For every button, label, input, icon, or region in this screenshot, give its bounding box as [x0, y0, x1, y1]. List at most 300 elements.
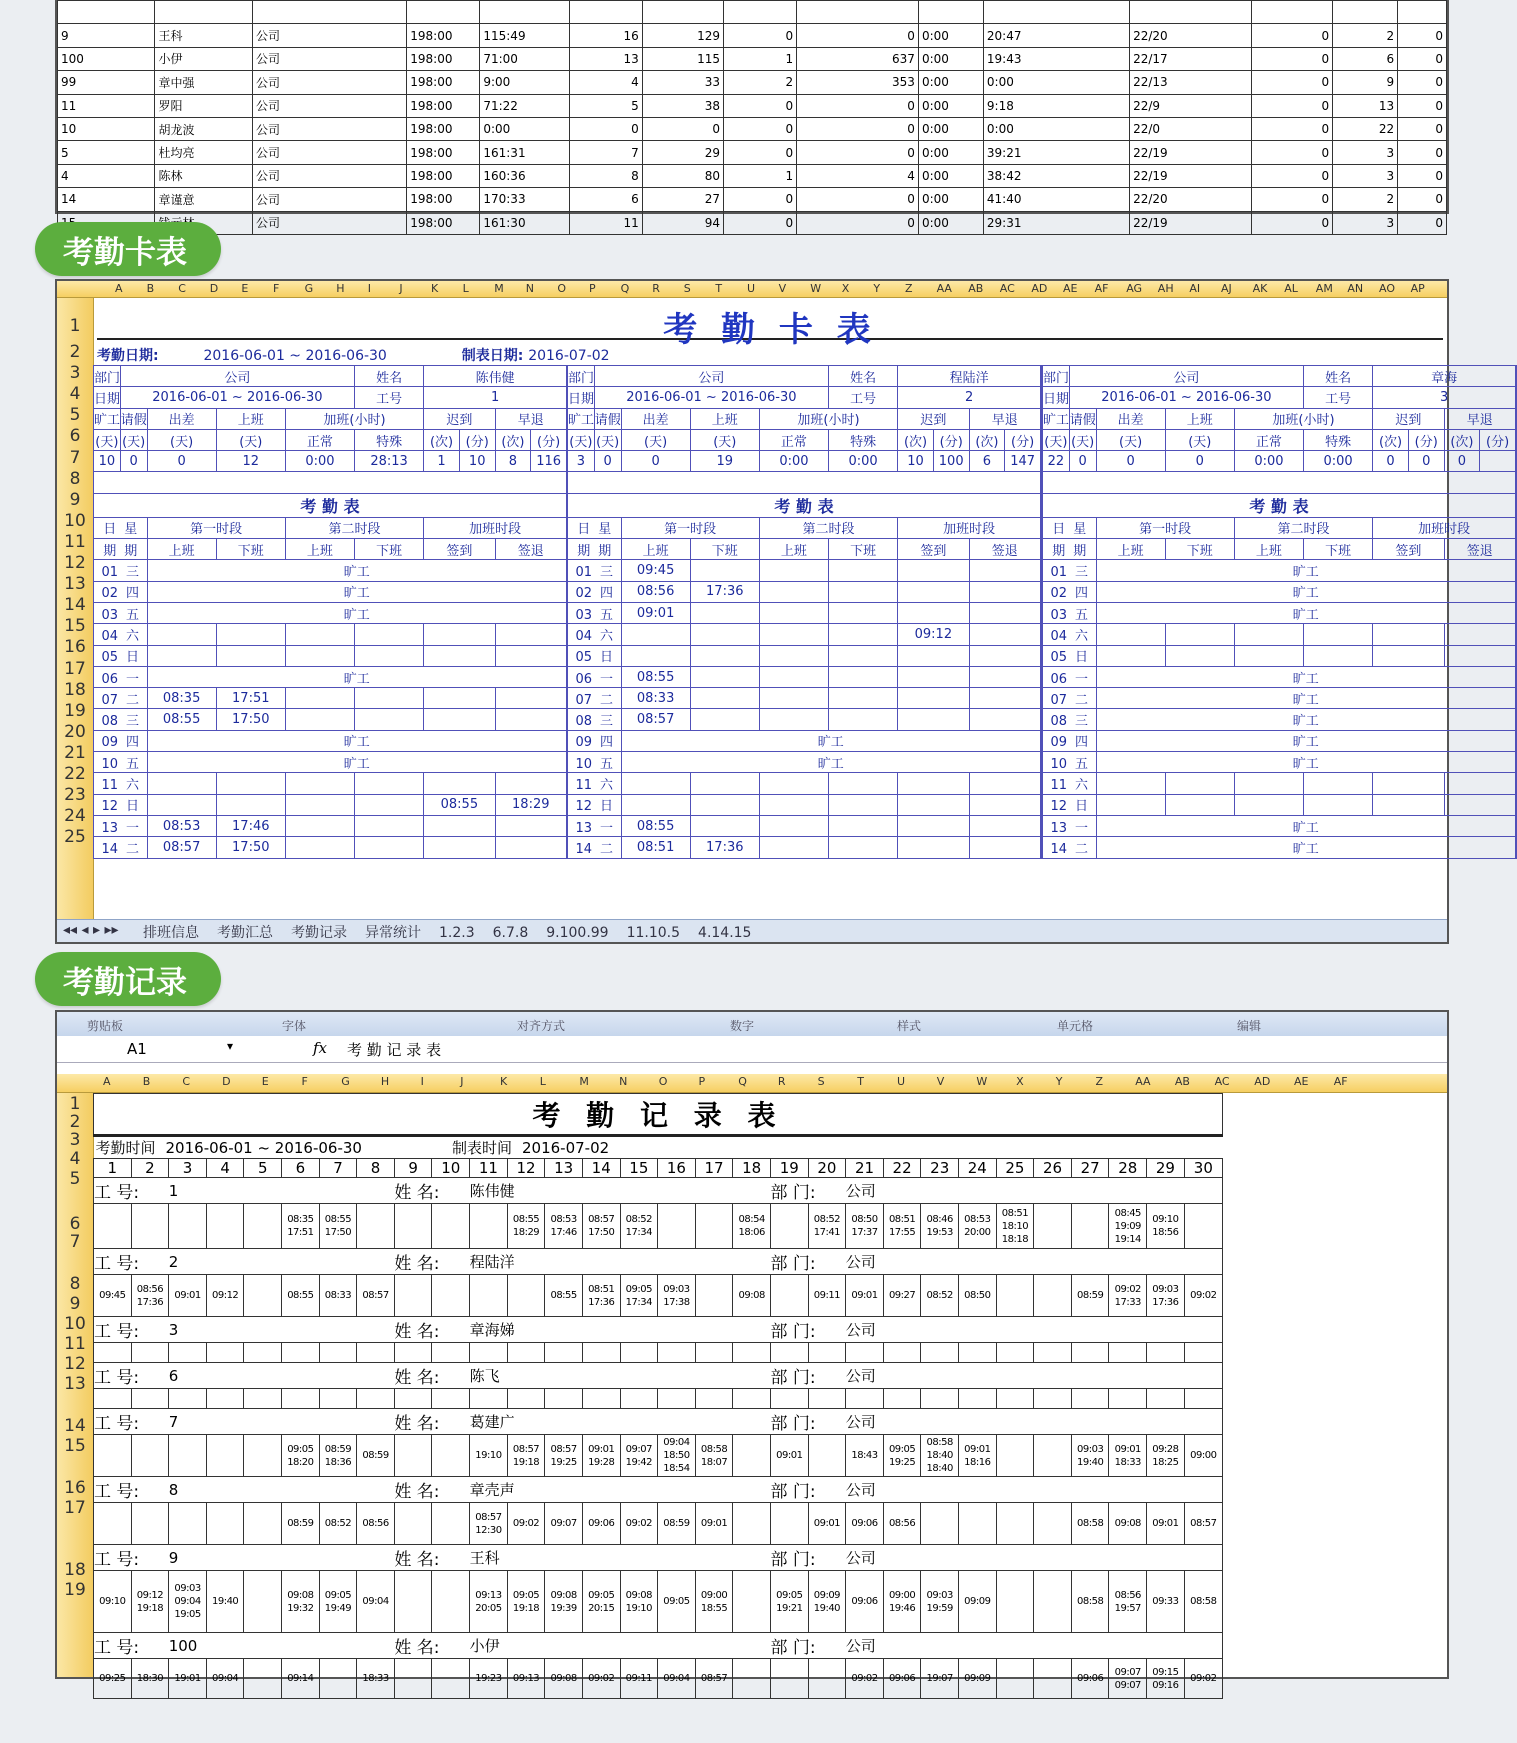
- table-cell[interactable]: 160:36: [480, 164, 569, 187]
- punch-cell[interactable]: 09:11: [808, 1275, 846, 1317]
- punch-cell[interactable]: 09:01 18:33: [1109, 1435, 1147, 1477]
- punch-cell[interactable]: 09:05 19:49: [319, 1571, 357, 1633]
- table-cell[interactable]: 198:00: [407, 24, 480, 47]
- time-cell[interactable]: [355, 794, 424, 815]
- punch-cell[interactable]: [883, 1389, 921, 1409]
- time-cell[interactable]: 08:56: [621, 581, 690, 602]
- table-cell[interactable]: 22/19: [1130, 211, 1252, 234]
- absent-cell[interactable]: 旷工: [147, 752, 566, 773]
- time-cell[interactable]: 17:51: [216, 688, 285, 709]
- time-cell[interactable]: [424, 624, 495, 645]
- table-cell[interactable]: 22/19: [1130, 164, 1252, 187]
- id-value[interactable]: 8: [169, 1477, 395, 1503]
- punch-cell[interactable]: [1071, 1204, 1109, 1249]
- column-letter[interactable]: AG: [1126, 282, 1143, 295]
- punch-cell[interactable]: 09:08 19:10: [620, 1571, 658, 1633]
- column-letter[interactable]: X: [1016, 1075, 1024, 1088]
- punch-cell[interactable]: 09:09: [959, 1659, 997, 1699]
- punch-cell[interactable]: [959, 1503, 997, 1545]
- id-value[interactable]: 3: [169, 1317, 395, 1343]
- table-cell[interactable]: 0:00: [918, 141, 983, 164]
- table-cell[interactable]: 71:00: [480, 47, 569, 70]
- dept-value[interactable]: 公司: [846, 1633, 1223, 1659]
- row-number[interactable]: 14: [64, 595, 86, 616]
- row-number[interactable]: 20: [64, 721, 86, 742]
- table-cell[interactable]: 0: [1398, 71, 1447, 94]
- column-letter[interactable]: O: [557, 282, 567, 295]
- column-letter[interactable]: AA: [936, 282, 952, 295]
- time-cell[interactable]: [1096, 794, 1165, 815]
- time-cell[interactable]: [690, 666, 759, 687]
- table-cell[interactable]: 161:31: [480, 141, 569, 164]
- table-cell[interactable]: 0: [1398, 94, 1447, 117]
- id-value[interactable]: 9: [169, 1545, 395, 1571]
- column-letter[interactable]: W: [976, 1075, 988, 1088]
- table-cell[interactable]: 4: [569, 71, 642, 94]
- column-letter[interactable]: V: [778, 282, 787, 295]
- stat-value[interactable]: 12: [216, 451, 285, 472]
- row-number[interactable]: 14: [64, 1416, 86, 1436]
- punch-cell[interactable]: 08:53 17:46: [545, 1204, 583, 1249]
- time-cell[interactable]: [285, 688, 354, 709]
- punch-cell[interactable]: [169, 1343, 207, 1363]
- punch-cell[interactable]: [582, 1343, 620, 1363]
- stat-value[interactable]: 8: [495, 451, 531, 472]
- time-cell[interactable]: [285, 709, 354, 730]
- time-cell[interactable]: [829, 815, 898, 836]
- column-letter[interactable]: I: [420, 1075, 424, 1088]
- table-cell[interactable]: 637: [797, 47, 919, 70]
- table-cell[interactable]: 11: [58, 94, 155, 117]
- punch-cell[interactable]: 08:57: [357, 1275, 395, 1317]
- punch-cell[interactable]: 08:57 19:18: [507, 1435, 545, 1477]
- punch-cell[interactable]: [1071, 1389, 1109, 1409]
- punch-cell[interactable]: [432, 1659, 470, 1699]
- punch-cell[interactable]: [470, 1389, 508, 1409]
- name-value[interactable]: 陈飞: [470, 1363, 771, 1389]
- punch-cell[interactable]: 08:55: [545, 1275, 583, 1317]
- punch-cell[interactable]: 08:51 17:55: [883, 1204, 921, 1249]
- table-cell[interactable]: 170:33: [480, 188, 569, 211]
- time-cell[interactable]: [829, 773, 898, 794]
- name-value[interactable]: 小伊: [470, 1633, 771, 1659]
- column-letter[interactable]: AB: [1174, 1075, 1190, 1088]
- punch-cell[interactable]: 09:13: [507, 1659, 545, 1699]
- column-letter[interactable]: M: [494, 282, 504, 295]
- punch-cell[interactable]: 08:57 12:30: [470, 1503, 508, 1545]
- column-letter[interactable]: A: [115, 282, 123, 295]
- time-cell[interactable]: [147, 645, 216, 666]
- column-letter[interactable]: M: [579, 1075, 589, 1088]
- row-number[interactable]: 17: [64, 1498, 86, 1518]
- row-number[interactable]: 13: [64, 1374, 86, 1394]
- punch-cell[interactable]: 09:02: [1184, 1659, 1222, 1699]
- row-number[interactable]: 5: [69, 405, 81, 426]
- time-cell[interactable]: [759, 773, 828, 794]
- punch-cell[interactable]: 08:53 20:00: [959, 1204, 997, 1249]
- name-value[interactable]: 陈伟健: [470, 1178, 771, 1204]
- punch-cell[interactable]: 08:46 19:53: [921, 1204, 959, 1249]
- punch-cell[interactable]: 08:45 19:09 19:14: [1109, 1204, 1147, 1249]
- time-cell[interactable]: [969, 773, 1040, 794]
- table-cell[interactable]: 19:43: [983, 47, 1129, 70]
- table-cell[interactable]: 罗阳: [155, 94, 252, 117]
- punch-cell[interactable]: [244, 1435, 282, 1477]
- column-letter[interactable]: AK: [1252, 282, 1268, 295]
- stat-value[interactable]: 0: [594, 451, 621, 472]
- table-cell[interactable]: 0: [797, 24, 919, 47]
- stat-value[interactable]: 100: [933, 451, 969, 472]
- column-letter[interactable]: E: [241, 282, 249, 295]
- dept-value[interactable]: 公司: [846, 1249, 1223, 1275]
- column-letter[interactable]: AE: [1294, 1075, 1309, 1088]
- punch-cell[interactable]: [357, 1389, 395, 1409]
- punch-cell[interactable]: 08:52: [319, 1503, 357, 1545]
- stat-value[interactable]: [1480, 451, 1516, 472]
- punch-cell[interactable]: 09:33: [1147, 1571, 1185, 1633]
- table-cell[interactable]: 1: [724, 47, 797, 70]
- time-cell[interactable]: [759, 560, 828, 581]
- punch-cell[interactable]: [1184, 1389, 1222, 1409]
- time-cell[interactable]: [1304, 773, 1373, 794]
- punch-cell[interactable]: [1071, 1343, 1109, 1363]
- punch-cell[interactable]: [206, 1435, 244, 1477]
- absent-cell[interactable]: 旷工: [1096, 602, 1515, 623]
- time-cell[interactable]: [690, 624, 759, 645]
- time-cell[interactable]: 09:01: [621, 602, 690, 623]
- punch-cell[interactable]: [808, 1659, 846, 1699]
- punch-cell[interactable]: 09:06: [582, 1503, 620, 1545]
- punch-cell[interactable]: 08:59: [1071, 1275, 1109, 1317]
- time-cell[interactable]: 08:55: [621, 815, 690, 836]
- time-cell[interactable]: 08:35: [147, 688, 216, 709]
- time-cell[interactable]: [355, 815, 424, 836]
- table-cell[interactable]: 0: [797, 141, 919, 164]
- punch-cell[interactable]: 09:02: [1184, 1275, 1222, 1317]
- column-letter[interactable]: AH: [1157, 282, 1174, 295]
- row-number[interactable]: 1: [69, 316, 81, 336]
- column-letter[interactable]: G: [341, 1075, 350, 1088]
- column-letter[interactable]: AB: [968, 282, 984, 295]
- table-cell[interactable]: 0: [1251, 211, 1332, 234]
- punch-cell[interactable]: [169, 1503, 207, 1545]
- punch-cell[interactable]: 08:56 19:57: [1109, 1571, 1147, 1633]
- table-cell[interactable]: 80: [642, 164, 723, 187]
- time-cell[interactable]: [759, 815, 828, 836]
- punch-cell[interactable]: [432, 1204, 470, 1249]
- table-cell[interactable]: 0:00: [918, 47, 983, 70]
- row-number[interactable]: 11: [64, 531, 86, 552]
- time-cell[interactable]: 08:55: [147, 709, 216, 730]
- time-cell[interactable]: [355, 773, 424, 794]
- fx-icon[interactable]: fx: [313, 1039, 328, 1057]
- punch-cell[interactable]: [770, 1275, 808, 1317]
- time-cell[interactable]: [690, 602, 759, 623]
- stat-value[interactable]: 116: [531, 451, 567, 472]
- punch-cell[interactable]: 09:00 18:55: [695, 1571, 733, 1633]
- time-cell[interactable]: [690, 709, 759, 730]
- id-value[interactable]: 7: [169, 1409, 395, 1435]
- table-cell[interactable]: 115: [642, 47, 723, 70]
- stat-value[interactable]: 6: [969, 451, 1005, 472]
- sheet-tab[interactable]: 4.14.15: [698, 925, 752, 941]
- time-cell[interactable]: [829, 581, 898, 602]
- punch-cell[interactable]: [244, 1503, 282, 1545]
- time-cell[interactable]: 08:55: [424, 794, 495, 815]
- table-cell[interactable]: 0:00: [918, 188, 983, 211]
- id-value[interactable]: 1: [424, 387, 567, 408]
- tab-nav-icon[interactable]: ◂◂ ◂ ▸ ▸▸: [63, 922, 119, 938]
- table-cell[interactable]: 22/13: [1130, 71, 1252, 94]
- time-cell[interactable]: [969, 624, 1040, 645]
- table-cell[interactable]: 22/20: [1130, 188, 1252, 211]
- time-cell[interactable]: [621, 645, 690, 666]
- punch-cell[interactable]: [996, 1343, 1034, 1363]
- punch-cell[interactable]: 08:50 17:37: [846, 1204, 884, 1249]
- punch-cell[interactable]: [959, 1389, 997, 1409]
- column-letter[interactable]: AF: [1094, 282, 1109, 295]
- time-cell[interactable]: 17:36: [690, 581, 759, 602]
- punch-cell[interactable]: [319, 1389, 357, 1409]
- punch-cell[interactable]: 09:12 19:18: [131, 1571, 169, 1633]
- column-letter[interactable]: V: [936, 1075, 945, 1088]
- column-letter[interactable]: X: [841, 282, 850, 295]
- time-cell[interactable]: [829, 709, 898, 730]
- table-cell[interactable]: 0:00: [918, 211, 983, 234]
- name-value[interactable]: 陈伟健: [424, 366, 567, 387]
- punch-cell[interactable]: 09:02: [846, 1659, 884, 1699]
- punch-cell[interactable]: [770, 1204, 808, 1249]
- column-letter[interactable]: Z: [1095, 1075, 1104, 1088]
- table-cell[interactable]: 9:18: [983, 94, 1129, 117]
- ribbon-group-label[interactable]: 编辑: [1237, 1019, 1262, 1033]
- dept-value[interactable]: 公司: [594, 366, 828, 387]
- punch-cell[interactable]: 09:05 17:34: [620, 1275, 658, 1317]
- column-letter[interactable]: Y: [1055, 1075, 1063, 1088]
- stat-value[interactable]: 0: [120, 451, 147, 472]
- time-cell[interactable]: [1165, 773, 1234, 794]
- punch-cell[interactable]: [1147, 1343, 1185, 1363]
- punch-cell[interactable]: [131, 1503, 169, 1545]
- punch-cell[interactable]: 09:03 19:59: [921, 1571, 959, 1633]
- table-cell[interactable]: 公司: [252, 94, 406, 117]
- table-cell[interactable]: 9: [1333, 71, 1398, 94]
- time-cell[interactable]: [424, 815, 495, 836]
- column-letter[interactable]: N: [619, 1075, 628, 1088]
- time-cell[interactable]: [898, 837, 969, 858]
- table-cell[interactable]: 1: [724, 164, 797, 187]
- time-cell[interactable]: [829, 688, 898, 709]
- punch-cell[interactable]: [770, 1343, 808, 1363]
- table-cell[interactable]: 38:42: [983, 164, 1129, 187]
- time-cell[interactable]: [355, 709, 424, 730]
- table-cell[interactable]: 0: [1251, 94, 1332, 117]
- punch-cell[interactable]: [695, 1389, 733, 1409]
- time-cell[interactable]: [285, 815, 354, 836]
- time-cell[interactable]: [759, 645, 828, 666]
- stat-value[interactable]: 0:00: [1234, 451, 1303, 472]
- punch-cell[interactable]: 18:43: [846, 1435, 884, 1477]
- punch-cell[interactable]: [94, 1343, 132, 1363]
- column-letter[interactable]: R: [777, 1075, 786, 1088]
- table-cell[interactable]: 41:40: [983, 188, 1129, 211]
- column-letter[interactable]: AC: [999, 282, 1015, 295]
- row-number[interactable]: 18: [64, 679, 86, 700]
- time-cell[interactable]: [690, 794, 759, 815]
- punch-cell[interactable]: 09:05 18:20: [282, 1435, 320, 1477]
- punch-cell[interactable]: [131, 1204, 169, 1249]
- punch-cell[interactable]: [1184, 1343, 1222, 1363]
- absent-cell[interactable]: 旷工: [147, 581, 566, 602]
- punch-cell[interactable]: 08:59: [282, 1503, 320, 1545]
- time-cell[interactable]: [759, 581, 828, 602]
- time-cell[interactable]: [969, 688, 1040, 709]
- row-number[interactable]: 4: [69, 384, 81, 405]
- time-cell[interactable]: 09:45: [621, 560, 690, 581]
- punch-cell[interactable]: [206, 1204, 244, 1249]
- column-letter[interactable]: T: [857, 1075, 865, 1088]
- absent-cell[interactable]: 旷工: [1096, 837, 1515, 858]
- time-cell[interactable]: [690, 688, 759, 709]
- punch-cell[interactable]: 09:01 19:28: [582, 1435, 620, 1477]
- stat-value[interactable]: 3: [568, 451, 595, 472]
- punch-cell[interactable]: [808, 1435, 846, 1477]
- table-cell[interactable]: 16: [569, 24, 642, 47]
- table-cell[interactable]: 杜均亮: [155, 141, 252, 164]
- time-cell[interactable]: [147, 794, 216, 815]
- row-number[interactable]: 23: [64, 785, 86, 806]
- punch-cell[interactable]: [658, 1343, 696, 1363]
- time-cell[interactable]: [969, 645, 1040, 666]
- sheet-tab[interactable]: 考勤汇总: [217, 925, 273, 941]
- punch-cell[interactable]: [394, 1503, 432, 1545]
- punch-cell[interactable]: [620, 1389, 658, 1409]
- punch-cell[interactable]: 08:56: [883, 1503, 921, 1545]
- punch-cell[interactable]: [432, 1571, 470, 1633]
- table-cell[interactable]: 0: [1398, 188, 1447, 211]
- table-cell[interactable]: 0: [724, 211, 797, 234]
- punch-cell[interactable]: [1109, 1389, 1147, 1409]
- row-number[interactable]: 21: [64, 742, 86, 763]
- sheet-tab[interactable]: 11.10.5: [626, 925, 681, 941]
- ribbon-group-label[interactable]: 对齐方式: [517, 1019, 566, 1033]
- row-number[interactable]: 10: [64, 1314, 86, 1334]
- punch-cell[interactable]: [733, 1343, 771, 1363]
- punch-cell[interactable]: 08:55: [282, 1275, 320, 1317]
- time-cell[interactable]: [759, 794, 828, 815]
- punch-cell[interactable]: [282, 1389, 320, 1409]
- punch-cell[interactable]: 09:01: [808, 1503, 846, 1545]
- table-cell[interactable]: 0:00: [983, 71, 1129, 94]
- punch-cell[interactable]: 08:56 17:36: [131, 1275, 169, 1317]
- column-letter[interactable]: AF: [1333, 1075, 1348, 1088]
- table-cell[interactable]: 公司: [252, 71, 406, 94]
- punch-cell[interactable]: [996, 1503, 1034, 1545]
- stat-value[interactable]: 0: [1444, 451, 1480, 472]
- time-cell[interactable]: 08:55: [621, 666, 690, 687]
- time-cell[interactable]: [1234, 794, 1303, 815]
- punch-cell[interactable]: [1034, 1571, 1072, 1633]
- time-cell[interactable]: 18:29: [495, 794, 566, 815]
- punch-cell[interactable]: [244, 1343, 282, 1363]
- time-cell[interactable]: [285, 773, 354, 794]
- punch-cell[interactable]: 09:01: [1147, 1503, 1185, 1545]
- time-cell[interactable]: [285, 837, 354, 858]
- punch-cell[interactable]: 09:09 19:40: [808, 1571, 846, 1633]
- column-letter[interactable]: B: [142, 1075, 151, 1088]
- punch-cell[interactable]: 09:00: [1184, 1435, 1222, 1477]
- absent-cell[interactable]: 旷工: [1096, 666, 1515, 687]
- time-cell[interactable]: [216, 773, 285, 794]
- punch-cell[interactable]: 08:59 18:36: [319, 1435, 357, 1477]
- table-cell[interactable]: 3: [1333, 164, 1398, 187]
- column-letter[interactable]: E: [261, 1075, 269, 1088]
- stat-value[interactable]: 0:00: [759, 451, 828, 472]
- punch-cell[interactable]: 09:05: [658, 1571, 696, 1633]
- table-cell[interactable]: 0: [1398, 117, 1447, 140]
- punch-cell[interactable]: [394, 1275, 432, 1317]
- table-cell[interactable]: 2: [1333, 188, 1398, 211]
- table-cell[interactable]: 0: [724, 141, 797, 164]
- time-cell[interactable]: [969, 581, 1040, 602]
- punch-cell[interactable]: 09:08 19:39: [545, 1571, 583, 1633]
- name-value[interactable]: 程陆洋: [898, 366, 1041, 387]
- table-cell[interactable]: 0:00: [480, 117, 569, 140]
- row-number[interactable]: 1: [69, 1094, 81, 1114]
- name-box[interactable]: A1: [127, 1040, 147, 1058]
- row-number[interactable]: 15: [64, 616, 86, 637]
- punch-cell[interactable]: 09:11: [620, 1659, 658, 1699]
- column-letter[interactable]: J: [460, 1075, 464, 1088]
- row-number[interactable]: 12: [64, 553, 86, 573]
- punch-cell[interactable]: [1034, 1343, 1072, 1363]
- column-letter[interactable]: F: [273, 282, 280, 295]
- table-cell[interactable]: 14: [58, 188, 155, 211]
- absent-cell[interactable]: 旷工: [1096, 688, 1515, 709]
- table-cell[interactable]: 22/20: [1130, 24, 1252, 47]
- punch-cell[interactable]: [1034, 1435, 1072, 1477]
- table-cell[interactable]: 公司: [252, 47, 406, 70]
- column-letter[interactable]: F: [301, 1075, 308, 1088]
- table-cell[interactable]: 0: [1398, 24, 1447, 47]
- time-cell[interactable]: 08:57: [147, 837, 216, 858]
- time-cell[interactable]: [969, 815, 1040, 836]
- time-cell[interactable]: 17:36: [690, 837, 759, 858]
- table-cell[interactable]: 王科: [155, 24, 252, 47]
- punch-cell[interactable]: [131, 1435, 169, 1477]
- time-cell[interactable]: [969, 560, 1040, 581]
- time-cell[interactable]: [898, 773, 969, 794]
- table-cell[interactable]: 198:00: [407, 141, 480, 164]
- dept-value[interactable]: 公司: [846, 1317, 1223, 1343]
- column-letter[interactable]: AO: [1379, 282, 1395, 295]
- stat-value[interactable]: 0: [1069, 451, 1096, 472]
- punch-cell[interactable]: [921, 1503, 959, 1545]
- time-cell[interactable]: [898, 815, 969, 836]
- punch-cell[interactable]: 08:59: [658, 1503, 696, 1545]
- table-cell[interactable]: 公司: [252, 211, 406, 234]
- absent-cell[interactable]: 旷工: [621, 730, 1040, 751]
- sheet-tab[interactable]: 6.7.8: [492, 925, 529, 941]
- punch-cell[interactable]: 09:15 09:16: [1147, 1659, 1185, 1699]
- punch-cell[interactable]: 09:45: [94, 1275, 132, 1317]
- time-cell[interactable]: [1096, 645, 1165, 666]
- absent-cell[interactable]: 旷工: [147, 602, 566, 623]
- punch-cell[interactable]: 09:06: [846, 1571, 884, 1633]
- time-cell[interactable]: [829, 560, 898, 581]
- dept-value[interactable]: 公司: [846, 1477, 1223, 1503]
- table-cell[interactable]: 0: [1398, 164, 1447, 187]
